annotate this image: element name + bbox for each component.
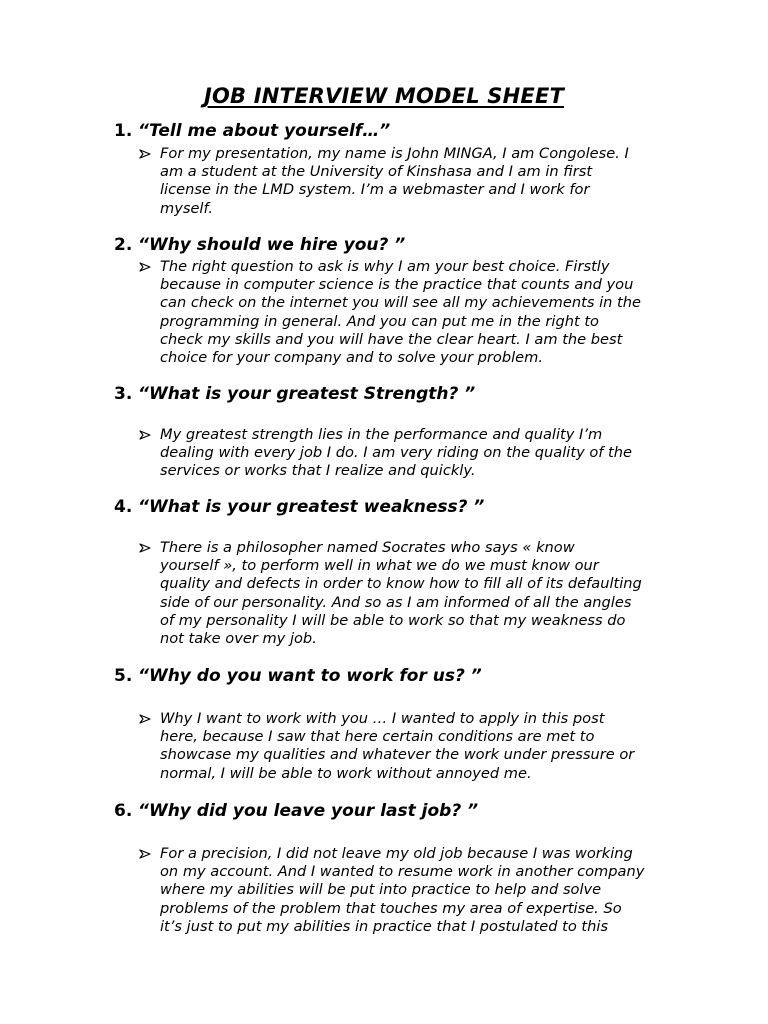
question-number: 1. <box>114 121 133 141</box>
answer-line: The right question to ask is why I am your best choice. Firstly <box>138 258 698 276</box>
question-heading-3 <box>114 384 475 404</box>
answer-line: There is a philosopher named Socrates who says « know <box>138 539 698 557</box>
question-number: 4. <box>114 497 133 517</box>
answer-line: quality and defects in order to know how to fill all of its defaulting <box>160 575 642 593</box>
answer-block-3 <box>138 426 698 481</box>
answer-line: on my account. And I wanted to resume work in another company <box>160 863 645 881</box>
arrow-bullet-icon <box>138 258 152 276</box>
answer-block-2 <box>138 258 698 367</box>
answer-line: check my skills and you will have the clear heart. I am the best <box>160 330 623 348</box>
question-heading-1 <box>114 121 390 141</box>
question-number: 6. <box>114 801 133 821</box>
question-number: 2. <box>114 235 133 255</box>
question-text: “Why do you want to work for us? ” <box>138 666 482 686</box>
answer-line: am a student at the University of Kinshasa and I am in first <box>160 163 593 181</box>
answer-line: services or works that I realize and quickly. <box>160 462 476 480</box>
answer-line: My greatest strength lies in the performance and quality I’m <box>138 426 698 444</box>
answer-line: myself. <box>160 199 214 217</box>
answer-line: problems of the problem that touches my area of expertise. So <box>160 899 622 917</box>
arrow-bullet-icon <box>138 845 152 863</box>
question-text: “Why did you leave your last job? ” <box>138 801 479 821</box>
question-heading-2 <box>114 235 405 255</box>
answer-line: choice for your company and to solve your problem. <box>160 349 543 367</box>
answer-line: here, because I saw that here certain conditions are met to <box>160 728 595 746</box>
question-heading-6 <box>114 801 478 821</box>
answer-line: For a precision, I did not leave my old job because I was working <box>138 845 698 863</box>
question-text: “What is your greatest weakness? ” <box>138 497 485 517</box>
arrow-bullet-icon <box>138 145 152 163</box>
answer-line: side of our personality. And so as I am informed of all the angles <box>160 593 632 611</box>
answer-block-1 <box>138 145 698 218</box>
answer-line: dealing with every job I do. I am very riding on the quality of the <box>160 444 632 462</box>
answer-line: can check on the internet you will see all my achievements in the <box>160 294 641 312</box>
answer-line: showcase my qualities and whatever the work under pressure or <box>160 746 635 764</box>
question-heading-4 <box>114 497 484 517</box>
answer-block-5 <box>138 710 698 783</box>
answer-line: Why I want to work with you … I wanted to apply in this post <box>138 710 698 728</box>
question-number: 3. <box>114 384 133 404</box>
answer-line: license in the LMD system. I’m a webmaster and I work for <box>160 181 590 199</box>
answer-line: yourself », to perform well in what we do we must know our <box>160 557 599 575</box>
answer-line: it’s just to put my abilities in practice that I postulated to this <box>160 917 609 935</box>
arrow-bullet-icon <box>138 539 152 557</box>
arrow-bullet-icon <box>138 710 152 728</box>
document-title: JOB INTERVIEW MODEL SHEET <box>203 84 565 108</box>
question-text: “Why should we hire you? ” <box>138 235 406 255</box>
question-number: 5. <box>114 666 133 686</box>
answer-line: not take over my job. <box>160 630 317 648</box>
answer-line: For my presentation, my name is John MINGA, I am Congolese. I <box>138 145 698 163</box>
answer-line: of my personality I will be able to work so that my weakness do <box>160 611 626 629</box>
answer-block-4 <box>138 539 698 648</box>
answer-line: because in computer science is the practice that counts and you <box>160 276 634 294</box>
question-heading-5 <box>114 666 482 686</box>
question-text: “What is your greatest Strength? ” <box>138 384 476 404</box>
answer-line: programming in general. And you can put me in the right to <box>160 312 599 330</box>
answer-line: where my abilities will be put into practice to help and solve <box>160 881 602 899</box>
answer-line: normal, I will be able to work without annoyed me. <box>160 764 532 782</box>
arrow-bullet-icon <box>138 426 152 444</box>
question-text: “Tell me about yourself…” <box>138 121 391 141</box>
answer-block-6 <box>138 845 698 936</box>
